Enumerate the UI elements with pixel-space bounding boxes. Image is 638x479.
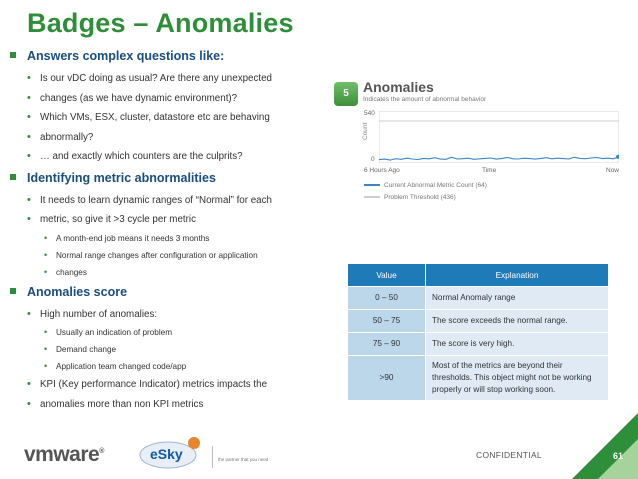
footer-divider — [212, 446, 213, 468]
x-tick: Now — [606, 167, 620, 174]
y-axis-label: Count — [362, 122, 369, 140]
sub-bullet-cont — [10, 210, 322, 230]
bullet-answers-complex: Answers complex questions like: — [10, 48, 322, 64]
slide-title: Badges – Anomalies — [27, 8, 294, 38]
sub-bullet-cont — [10, 395, 322, 415]
partner-tagline: the partner that you need — [218, 457, 269, 462]
sub-bullet: • Which VMs, ESX, cluster, datastore etc are behaving — [10, 108, 322, 128]
anomalies-chart — [379, 111, 619, 163]
sub-bullet-text: changes (as we have dynamic environment)? — [40, 92, 238, 104]
sub-sub-bullet: • Normal range changes after configuration or application — [10, 247, 322, 264]
cell-value: 50 – 75 — [348, 310, 426, 333]
sub-bullet-text: anomalies more than non KPI metrics — [40, 398, 204, 410]
legend-swatch — [364, 196, 380, 198]
bullet-identifying: Identifying metric abnormalities — [10, 170, 322, 186]
cell-value: 75 – 90 — [348, 333, 426, 356]
table-header-row — [348, 264, 609, 287]
header-value: Value — [348, 264, 426, 287]
table-row — [348, 310, 609, 333]
cell-explanation: The score is very high. — [426, 333, 609, 356]
sub-sub-bullet-cont — [10, 264, 322, 281]
legend-swatch — [364, 184, 380, 186]
sub-sub-bullet: • A month-end job means it needs 3 months — [10, 230, 322, 247]
sub-sub-bullet: • Demand change — [10, 341, 322, 358]
table-row — [348, 287, 609, 310]
sub-bullet-text: metric, so give it >3 cycle per metric — [40, 214, 196, 225]
header-explanation: Explanation — [426, 264, 609, 287]
x-tick: 6 Hours Ago — [364, 167, 400, 174]
anomalies-widget — [334, 78, 619, 208]
sub-bullet-text: abnormally? — [40, 131, 94, 143]
sub-bullet: • … and exactly which counters are the culprits? — [10, 147, 322, 167]
anomaly-score-table — [347, 263, 609, 401]
legend-label: Current Abnormal Metric Count (64) — [384, 182, 487, 189]
widget-subtitle: Indicates the amount of abnormal behavior — [363, 96, 487, 103]
y-axis-min: 0 — [371, 156, 375, 163]
sub-sub-bullet-text: changes — [56, 267, 87, 277]
sub-bullet: • Is our vDC doing as usual? Are there any unexpected — [10, 69, 322, 89]
anomalies-badge-icon: 5 — [334, 82, 358, 106]
sub-sub-bullet: • Application team changed code/app — [10, 358, 322, 375]
cell-value: >90 — [348, 356, 426, 401]
sub-sub-bullet: • Usually an indication of problem — [10, 324, 322, 341]
legend-label: Problem Threshold (436) — [384, 194, 456, 201]
legend-item — [364, 182, 487, 189]
x-tick: Time — [482, 167, 497, 174]
brand-text: vmware — [24, 443, 100, 466]
cell-explanation: Normal Anomaly range — [426, 287, 609, 310]
table-row — [348, 356, 609, 401]
cell-value: 0 – 50 — [348, 287, 426, 310]
vmware-logo: vmware® — [24, 443, 104, 466]
legend-item — [364, 194, 456, 201]
chart-frame — [379, 111, 619, 163]
cell-explanation: The score exceeds the normal range. — [426, 310, 609, 333]
sub-bullet-cont — [10, 89, 322, 109]
y-axis-max: 540 — [364, 110, 375, 117]
page-number: 61 — [613, 451, 624, 461]
sub-bullet: • It needs to learn dynamic ranges of “Normal” for each — [10, 191, 322, 211]
bullet-anomalies-score: Anomalies score — [10, 284, 322, 300]
table-row — [348, 333, 609, 356]
confidential-label: CONFIDENTIAL — [476, 450, 542, 460]
cell-explanation: Most of the metrics are beyond their thresholds. This object might not be working properly or will stop working soon. — [426, 356, 609, 401]
sub-bullet: • High number of anomalies: — [10, 305, 322, 325]
sub-bullet: • KPI (Key performance Indicator) metrics impacts the — [10, 375, 322, 395]
widget-title: Anomalies — [363, 79, 434, 95]
bullet-list — [10, 48, 322, 414]
sub-bullet-cont — [10, 128, 322, 148]
partner-logo-text: eSky — [150, 446, 183, 462]
